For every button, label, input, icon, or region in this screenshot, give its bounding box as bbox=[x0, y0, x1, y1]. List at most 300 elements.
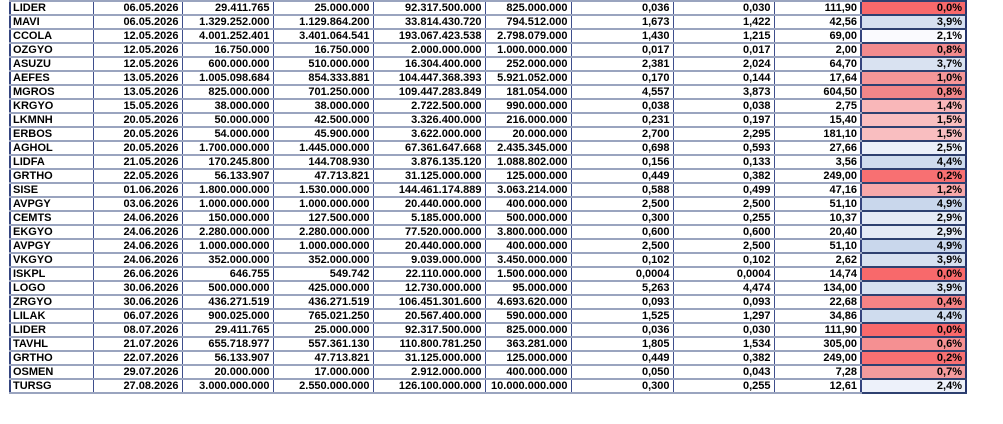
gross-per-share-cell[interactable]: 0,231 bbox=[571, 113, 673, 127]
market-cap-cell[interactable]: 20.440.000.000 bbox=[373, 239, 485, 253]
net-dividend-cell[interactable]: 1.445.000.000 bbox=[273, 141, 373, 155]
gross-per-share-cell[interactable]: 0,036 bbox=[571, 323, 673, 337]
net-dividend-cell[interactable]: 25.000.000 bbox=[273, 1, 373, 15]
date-cell[interactable]: 27.08.2026 bbox=[93, 379, 182, 393]
dividend-yield-cell[interactable]: 0,8% bbox=[861, 43, 966, 57]
date-cell[interactable]: 30.06.2026 bbox=[93, 281, 182, 295]
ticker-cell[interactable]: CCOLA bbox=[10, 29, 93, 43]
dividend-yield-cell[interactable]: 2,1% bbox=[861, 29, 966, 43]
table-row bbox=[10, 267, 966, 281]
gross-per-share-cell[interactable]: 0,698 bbox=[571, 141, 673, 155]
gross-per-share-cell[interactable]: 4,557 bbox=[571, 85, 673, 99]
share-count-cell[interactable]: 590.000.000 bbox=[485, 309, 571, 323]
gross-dividend-cell[interactable]: 170.245.800 bbox=[182, 155, 273, 169]
net-dividend-cell[interactable]: 16.750.000 bbox=[273, 43, 373, 57]
date-cell[interactable]: 24.06.2026 bbox=[93, 211, 182, 225]
dividend-yield-cell[interactable]: 4,4% bbox=[861, 309, 966, 323]
gross-per-share-cell[interactable]: 2,700 bbox=[571, 127, 673, 141]
dividend-yield-cell[interactable]: 0,6% bbox=[861, 337, 966, 351]
ticker-cell[interactable]: AVPGY bbox=[10, 197, 93, 211]
net-per-share-cell[interactable]: 1,534 bbox=[673, 337, 774, 351]
market-cap-cell[interactable]: 92.317.500.000 bbox=[373, 323, 485, 337]
net-dividend-cell[interactable]: 38.000.000 bbox=[273, 99, 373, 113]
dividend-yield-cell[interactable]: 3,9% bbox=[861, 15, 966, 29]
net-dividend-cell[interactable]: 144.708.930 bbox=[273, 155, 373, 169]
dividend-yield-cell[interactable]: 1,4% bbox=[861, 99, 966, 113]
gross-dividend-cell[interactable]: 825.000.000 bbox=[182, 85, 273, 99]
share-count-cell[interactable]: 1.000.000.000 bbox=[485, 43, 571, 57]
gross-per-share-cell[interactable]: 0,038 bbox=[571, 99, 673, 113]
date-cell[interactable]: 12.05.2026 bbox=[93, 29, 182, 43]
dividend-yield-cell[interactable]: 0,0% bbox=[861, 1, 966, 15]
table-row bbox=[10, 253, 966, 267]
ticker-cell[interactable]: LOGO bbox=[10, 281, 93, 295]
net-dividend-cell[interactable]: 42.500.000 bbox=[273, 113, 373, 127]
market-cap-cell[interactable]: 16.304.400.000 bbox=[373, 57, 485, 71]
net-per-share-cell[interactable]: 0,255 bbox=[673, 211, 774, 225]
dividend-yield-cell[interactable]: 4,4% bbox=[861, 155, 966, 169]
price-cell[interactable]: 134,00 bbox=[774, 281, 861, 295]
date-cell[interactable]: 29.07.2026 bbox=[93, 365, 182, 379]
share-count-cell[interactable]: 95.000.000 bbox=[485, 281, 571, 295]
share-count-cell[interactable]: 3.800.000.000 bbox=[485, 225, 571, 239]
market-cap-cell[interactable]: 31.125.000.000 bbox=[373, 169, 485, 183]
gross-dividend-cell[interactable]: 3.000.000.000 bbox=[182, 379, 273, 393]
table-row bbox=[10, 281, 966, 295]
net-per-share-cell[interactable]: 0,133 bbox=[673, 155, 774, 169]
net-dividend-cell[interactable]: 854.333.881 bbox=[273, 71, 373, 85]
price-cell[interactable]: 2,62 bbox=[774, 253, 861, 267]
net-dividend-cell[interactable]: 47.713.821 bbox=[273, 351, 373, 365]
net-dividend-cell[interactable]: 510.000.000 bbox=[273, 57, 373, 71]
table-row bbox=[10, 323, 966, 337]
net-per-share-cell[interactable]: 0,499 bbox=[673, 183, 774, 197]
ticker-cell[interactable]: ISKPL bbox=[10, 267, 93, 281]
share-count-cell[interactable]: 216.000.000 bbox=[485, 113, 571, 127]
dividend-yield-cell[interactable]: 0,4% bbox=[861, 295, 966, 309]
ticker-cell[interactable]: VKGYO bbox=[10, 253, 93, 267]
price-cell[interactable]: 10,37 bbox=[774, 211, 861, 225]
net-per-share-cell[interactable]: 3,873 bbox=[673, 85, 774, 99]
date-cell[interactable]: 24.06.2026 bbox=[93, 239, 182, 253]
dividend-yield-cell[interactable]: 1,2% bbox=[861, 183, 966, 197]
share-count-cell[interactable]: 125.000.000 bbox=[485, 169, 571, 183]
gross-dividend-cell[interactable]: 150.000.000 bbox=[182, 211, 273, 225]
gross-dividend-cell[interactable]: 50.000.000 bbox=[182, 113, 273, 127]
dividend-yield-cell[interactable]: 2,9% bbox=[861, 225, 966, 239]
date-cell[interactable]: 26.06.2026 bbox=[93, 267, 182, 281]
net-per-share-cell[interactable]: 0,382 bbox=[673, 169, 774, 183]
net-dividend-cell[interactable]: 127.500.000 bbox=[273, 211, 373, 225]
gross-per-share-cell[interactable]: 0,588 bbox=[571, 183, 673, 197]
gross-per-share-cell[interactable]: 0,170 bbox=[571, 71, 673, 85]
gross-dividend-cell[interactable]: 352.000.000 bbox=[182, 253, 273, 267]
market-cap-cell[interactable]: 77.520.000.000 bbox=[373, 225, 485, 239]
dividend-yield-cell[interactable]: 1,5% bbox=[861, 127, 966, 141]
market-cap-cell[interactable]: 109.447.283.849 bbox=[373, 85, 485, 99]
net-dividend-cell[interactable]: 2.280.000.000 bbox=[273, 225, 373, 239]
price-cell[interactable]: 305,00 bbox=[774, 337, 861, 351]
net-dividend-cell[interactable]: 1.530.000.000 bbox=[273, 183, 373, 197]
dividend-yield-cell[interactable]: 0,8% bbox=[861, 85, 966, 99]
ticker-cell[interactable]: MGROS bbox=[10, 85, 93, 99]
net-dividend-cell[interactable]: 549.742 bbox=[273, 267, 373, 281]
gross-dividend-cell[interactable]: 1.005.098.684 bbox=[182, 71, 273, 85]
share-count-cell[interactable]: 5.921.052.000 bbox=[485, 71, 571, 85]
gross-per-share-cell[interactable]: 0,449 bbox=[571, 351, 673, 365]
market-cap-cell[interactable]: 2.912.000.000 bbox=[373, 365, 485, 379]
market-cap-cell[interactable]: 104.447.368.393 bbox=[373, 71, 485, 85]
gross-per-share-cell[interactable]: 0,093 bbox=[571, 295, 673, 309]
dividend-yield-cell[interactable]: 2,9% bbox=[861, 211, 966, 225]
date-cell[interactable]: 15.05.2026 bbox=[93, 99, 182, 113]
share-count-cell[interactable]: 3.063.214.000 bbox=[485, 183, 571, 197]
date-cell[interactable]: 20.05.2026 bbox=[93, 127, 182, 141]
date-cell[interactable]: 06.05.2026 bbox=[93, 15, 182, 29]
price-cell[interactable]: 27,66 bbox=[774, 141, 861, 155]
gross-dividend-cell[interactable]: 4.001.252.401 bbox=[182, 29, 273, 43]
share-count-cell[interactable]: 363.281.000 bbox=[485, 337, 571, 351]
gross-per-share-cell[interactable]: 0,017 bbox=[571, 43, 673, 57]
date-cell[interactable]: 22.07.2026 bbox=[93, 351, 182, 365]
net-per-share-cell[interactable]: 0,038 bbox=[673, 99, 774, 113]
net-per-share-cell[interactable]: 0,600 bbox=[673, 225, 774, 239]
dividend-yield-cell[interactable]: 0,7% bbox=[861, 365, 966, 379]
price-cell[interactable]: 42,56 bbox=[774, 15, 861, 29]
price-cell[interactable]: 69,00 bbox=[774, 29, 861, 43]
date-cell[interactable]: 13.05.2026 bbox=[93, 71, 182, 85]
ticker-cell[interactable]: LIDER bbox=[10, 1, 93, 15]
net-dividend-cell[interactable]: 352.000.000 bbox=[273, 253, 373, 267]
ticker-cell[interactable]: ASUZU bbox=[10, 57, 93, 71]
ticker-cell[interactable]: MAVI bbox=[10, 15, 93, 29]
market-cap-cell[interactable]: 20.440.000.000 bbox=[373, 197, 485, 211]
net-per-share-cell[interactable]: 1,215 bbox=[673, 29, 774, 43]
gross-per-share-cell[interactable]: 0,600 bbox=[571, 225, 673, 239]
date-cell[interactable]: 20.05.2026 bbox=[93, 113, 182, 127]
table-row bbox=[10, 365, 966, 379]
gross-dividend-cell[interactable]: 29.411.765 bbox=[182, 323, 273, 337]
share-count-cell[interactable]: 400.000.000 bbox=[485, 239, 571, 253]
price-cell[interactable]: 20,40 bbox=[774, 225, 861, 239]
gross-dividend-cell[interactable]: 16.750.000 bbox=[182, 43, 273, 57]
date-cell[interactable]: 06.05.2026 bbox=[93, 1, 182, 15]
net-per-share-cell[interactable]: 0,093 bbox=[673, 295, 774, 309]
net-dividend-cell[interactable]: 17.000.000 bbox=[273, 365, 373, 379]
dividend-yield-cell[interactable]: 4,9% bbox=[861, 197, 966, 211]
dividend-yield-cell[interactable]: 3,7% bbox=[861, 57, 966, 71]
price-cell[interactable]: 111,90 bbox=[774, 1, 861, 15]
gross-dividend-cell[interactable]: 655.718.977 bbox=[182, 337, 273, 351]
ticker-cell[interactable]: CEMTS bbox=[10, 211, 93, 225]
date-cell[interactable]: 30.06.2026 bbox=[93, 295, 182, 309]
ticker-cell[interactable]: TURSG bbox=[10, 379, 93, 393]
ticker-cell[interactable]: GRTHO bbox=[10, 351, 93, 365]
gross-per-share-cell[interactable]: 2,381 bbox=[571, 57, 673, 71]
share-count-cell[interactable]: 990.000.000 bbox=[485, 99, 571, 113]
gross-per-share-cell[interactable]: 0,0004 bbox=[571, 267, 673, 281]
net-per-share-cell[interactable]: 0,144 bbox=[673, 71, 774, 85]
gross-per-share-cell[interactable]: 0,156 bbox=[571, 155, 673, 169]
gross-per-share-cell[interactable]: 2,500 bbox=[571, 197, 673, 211]
net-per-share-cell[interactable]: 2,295 bbox=[673, 127, 774, 141]
date-cell[interactable]: 08.07.2026 bbox=[93, 323, 182, 337]
price-cell[interactable]: 34,86 bbox=[774, 309, 861, 323]
net-per-share-cell[interactable]: 0,0004 bbox=[673, 267, 774, 281]
table-row bbox=[10, 57, 966, 71]
gross-per-share-cell[interactable]: 0,102 bbox=[571, 253, 673, 267]
ticker-cell[interactable]: LKMNH bbox=[10, 113, 93, 127]
net-dividend-cell[interactable]: 45.900.000 bbox=[273, 127, 373, 141]
price-cell[interactable]: 111,90 bbox=[774, 323, 861, 337]
gross-per-share-cell[interactable]: 1,805 bbox=[571, 337, 673, 351]
gross-dividend-cell[interactable]: 1.800.000.000 bbox=[182, 183, 273, 197]
price-cell[interactable]: 2,75 bbox=[774, 99, 861, 113]
table-row bbox=[10, 141, 966, 155]
gross-dividend-cell[interactable]: 1.000.000.000 bbox=[182, 239, 273, 253]
share-count-cell[interactable]: 10.000.000.000 bbox=[485, 379, 571, 393]
market-cap-cell[interactable]: 9.039.000.000 bbox=[373, 253, 485, 267]
market-cap-cell[interactable]: 2.722.500.000 bbox=[373, 99, 485, 113]
market-cap-cell[interactable]: 3.876.135.120 bbox=[373, 155, 485, 169]
share-count-cell[interactable]: 1.088.802.000 bbox=[485, 155, 571, 169]
date-cell[interactable]: 12.05.2026 bbox=[93, 43, 182, 57]
gross-dividend-cell[interactable]: 1.000.000.000 bbox=[182, 197, 273, 211]
ticker-cell[interactable]: ZRGYO bbox=[10, 295, 93, 309]
gross-dividend-cell[interactable]: 1.329.252.000 bbox=[182, 15, 273, 29]
date-cell[interactable]: 24.06.2026 bbox=[93, 253, 182, 267]
gross-dividend-cell[interactable]: 20.000.000 bbox=[182, 365, 273, 379]
share-count-cell[interactable]: 125.000.000 bbox=[485, 351, 571, 365]
ticker-cell[interactable]: OSMEN bbox=[10, 365, 93, 379]
net-per-share-cell[interactable]: 2,024 bbox=[673, 57, 774, 71]
gross-per-share-cell[interactable]: 1,525 bbox=[571, 309, 673, 323]
net-per-share-cell[interactable]: 0,017 bbox=[673, 43, 774, 57]
price-cell[interactable]: 15,40 bbox=[774, 113, 861, 127]
price-cell[interactable]: 7,28 bbox=[774, 365, 861, 379]
dividend-yield-cell[interactable]: 2,4% bbox=[861, 379, 966, 393]
gross-dividend-cell[interactable]: 56.133.907 bbox=[182, 351, 273, 365]
share-count-cell[interactable]: 794.512.000 bbox=[485, 15, 571, 29]
gross-per-share-cell[interactable]: 2,500 bbox=[571, 239, 673, 253]
ticker-cell[interactable]: TAVHL bbox=[10, 337, 93, 351]
gross-per-share-cell[interactable]: 0,300 bbox=[571, 379, 673, 393]
net-per-share-cell[interactable]: 1,422 bbox=[673, 15, 774, 29]
gross-per-share-cell[interactable]: 1,430 bbox=[571, 29, 673, 43]
table-row bbox=[10, 85, 966, 99]
table-row bbox=[10, 155, 966, 169]
ticker-cell[interactable]: GRTHO bbox=[10, 169, 93, 183]
price-cell[interactable]: 64,70 bbox=[774, 57, 861, 71]
ticker-cell[interactable]: AEFES bbox=[10, 71, 93, 85]
ticker-cell[interactable]: SISE bbox=[10, 183, 93, 197]
dividend-yield-cell[interactable]: 0,0% bbox=[861, 267, 966, 281]
share-count-cell[interactable]: 2.435.345.000 bbox=[485, 141, 571, 155]
net-per-share-cell[interactable]: 2,500 bbox=[673, 239, 774, 253]
net-per-share-cell[interactable]: 0,030 bbox=[673, 323, 774, 337]
ticker-cell[interactable]: KRGYO bbox=[10, 99, 93, 113]
table-row bbox=[10, 183, 966, 197]
market-cap-cell[interactable]: 3.622.000.000 bbox=[373, 127, 485, 141]
gross-dividend-cell[interactable]: 600.000.000 bbox=[182, 57, 273, 71]
table-row bbox=[10, 211, 966, 225]
price-cell[interactable]: 3,56 bbox=[774, 155, 861, 169]
gross-dividend-cell[interactable]: 646.755 bbox=[182, 267, 273, 281]
gross-dividend-cell[interactable]: 56.133.907 bbox=[182, 169, 273, 183]
ticker-cell[interactable]: LILAK bbox=[10, 309, 93, 323]
price-cell[interactable]: 14,74 bbox=[774, 267, 861, 281]
market-cap-cell[interactable]: 20.567.400.000 bbox=[373, 309, 485, 323]
net-per-share-cell[interactable]: 0,102 bbox=[673, 253, 774, 267]
net-per-share-cell[interactable]: 0,593 bbox=[673, 141, 774, 155]
table-row bbox=[10, 71, 966, 85]
date-cell[interactable]: 01.06.2026 bbox=[93, 183, 182, 197]
date-cell[interactable]: 12.05.2026 bbox=[93, 57, 182, 71]
market-cap-cell[interactable]: 126.100.000.000 bbox=[373, 379, 485, 393]
net-dividend-cell[interactable]: 2.550.000.000 bbox=[273, 379, 373, 393]
share-count-cell[interactable]: 3.450.000.000 bbox=[485, 253, 571, 267]
dividend-yield-cell[interactable]: 4,9% bbox=[861, 239, 966, 253]
share-count-cell[interactable]: 4.693.620.000 bbox=[485, 295, 571, 309]
share-count-cell[interactable]: 825.000.000 bbox=[485, 323, 571, 337]
share-count-cell[interactable]: 1.500.000.000 bbox=[485, 267, 571, 281]
table-row bbox=[10, 1, 966, 15]
net-dividend-cell[interactable]: 765.021.250 bbox=[273, 309, 373, 323]
market-cap-cell[interactable]: 193.067.423.538 bbox=[373, 29, 485, 43]
share-count-cell[interactable]: 2.798.079.000 bbox=[485, 29, 571, 43]
market-cap-cell[interactable]: 2.000.000.000 bbox=[373, 43, 485, 57]
gross-dividend-cell[interactable]: 54.000.000 bbox=[182, 127, 273, 141]
net-dividend-cell[interactable]: 425.000.000 bbox=[273, 281, 373, 295]
price-cell[interactable]: 604,50 bbox=[774, 85, 861, 99]
share-count-cell[interactable]: 252.000.000 bbox=[485, 57, 571, 71]
price-cell[interactable]: 2,00 bbox=[774, 43, 861, 57]
gross-per-share-cell[interactable]: 0,036 bbox=[571, 1, 673, 15]
market-cap-cell[interactable]: 67.361.647.668 bbox=[373, 141, 485, 155]
dividend-yield-cell[interactable]: 0,0% bbox=[861, 323, 966, 337]
ticker-cell[interactable]: LIDFA bbox=[10, 155, 93, 169]
market-cap-cell[interactable]: 92.317.500.000 bbox=[373, 1, 485, 15]
price-cell[interactable]: 17,64 bbox=[774, 71, 861, 85]
table-row bbox=[10, 113, 966, 127]
market-cap-cell[interactable]: 22.110.000.000 bbox=[373, 267, 485, 281]
net-per-share-cell[interactable]: 1,297 bbox=[673, 309, 774, 323]
gross-per-share-cell[interactable]: 0,449 bbox=[571, 169, 673, 183]
ticker-cell[interactable]: LIDER bbox=[10, 323, 93, 337]
market-cap-cell[interactable]: 5.185.000.000 bbox=[373, 211, 485, 225]
share-count-cell[interactable]: 400.000.000 bbox=[485, 197, 571, 211]
net-per-share-cell[interactable]: 0,030 bbox=[673, 1, 774, 15]
price-cell[interactable]: 51,10 bbox=[774, 239, 861, 253]
net-per-share-cell[interactable]: 2,500 bbox=[673, 197, 774, 211]
share-count-cell[interactable]: 181.054.000 bbox=[485, 85, 571, 99]
ticker-cell[interactable]: EKGYO bbox=[10, 225, 93, 239]
net-per-share-cell[interactable]: 0,197 bbox=[673, 113, 774, 127]
market-cap-cell[interactable]: 144.461.174.889 bbox=[373, 183, 485, 197]
ticker-cell[interactable]: ERBOS bbox=[10, 127, 93, 141]
dividend-yield-cell[interactable]: 0,2% bbox=[861, 169, 966, 183]
market-cap-cell[interactable]: 110.800.781.250 bbox=[373, 337, 485, 351]
market-cap-cell[interactable]: 3.326.400.000 bbox=[373, 113, 485, 127]
gross-dividend-cell[interactable]: 900.025.000 bbox=[182, 309, 273, 323]
market-cap-cell[interactable]: 33.814.430.720 bbox=[373, 15, 485, 29]
date-cell[interactable]: 06.07.2026 bbox=[93, 309, 182, 323]
date-cell[interactable]: 22.05.2026 bbox=[93, 169, 182, 183]
dividend-table bbox=[9, 0, 967, 394]
gross-dividend-cell[interactable]: 1.700.000.000 bbox=[182, 141, 273, 155]
net-dividend-cell[interactable]: 557.361.130 bbox=[273, 337, 373, 351]
net-per-share-cell[interactable]: 0,043 bbox=[673, 365, 774, 379]
dividend-yield-cell[interactable]: 3,9% bbox=[861, 253, 966, 267]
dividend-yield-cell[interactable]: 1,0% bbox=[861, 71, 966, 85]
net-dividend-cell[interactable]: 25.000.000 bbox=[273, 323, 373, 337]
table-row bbox=[10, 15, 966, 29]
date-cell[interactable]: 20.05.2026 bbox=[93, 141, 182, 155]
price-cell[interactable]: 47,16 bbox=[774, 183, 861, 197]
share-count-cell[interactable]: 500.000.000 bbox=[485, 211, 571, 225]
ticker-cell[interactable]: AGHOL bbox=[10, 141, 93, 155]
gross-per-share-cell[interactable]: 1,673 bbox=[571, 15, 673, 29]
gross-per-share-cell[interactable]: 0,300 bbox=[571, 211, 673, 225]
net-per-share-cell[interactable]: 0,255 bbox=[673, 379, 774, 393]
date-cell[interactable]: 21.07.2026 bbox=[93, 337, 182, 351]
net-dividend-cell[interactable]: 47.713.821 bbox=[273, 169, 373, 183]
price-cell[interactable]: 51,10 bbox=[774, 197, 861, 211]
net-per-share-cell[interactable]: 4,474 bbox=[673, 281, 774, 295]
net-dividend-cell[interactable]: 1.129.864.200 bbox=[273, 15, 373, 29]
share-count-cell[interactable]: 400.000.000 bbox=[485, 365, 571, 379]
price-cell[interactable]: 181,10 bbox=[774, 127, 861, 141]
ticker-cell[interactable]: AVPGY bbox=[10, 239, 93, 253]
date-cell[interactable]: 21.05.2026 bbox=[93, 155, 182, 169]
ticker-cell[interactable]: OZGYO bbox=[10, 43, 93, 57]
market-cap-cell[interactable]: 106.451.301.600 bbox=[373, 295, 485, 309]
gross-per-share-cell[interactable]: 5,263 bbox=[571, 281, 673, 295]
table-row bbox=[10, 169, 966, 183]
gross-dividend-cell[interactable]: 500.000.000 bbox=[182, 281, 273, 295]
gross-dividend-cell[interactable]: 436.271.519 bbox=[182, 295, 273, 309]
net-dividend-cell[interactable]: 1.000.000.000 bbox=[273, 239, 373, 253]
date-cell[interactable]: 24.06.2026 bbox=[93, 225, 182, 239]
dividend-yield-cell[interactable]: 2,5% bbox=[861, 141, 966, 155]
date-cell[interactable]: 03.06.2026 bbox=[93, 197, 182, 211]
net-dividend-cell[interactable]: 1.000.000.000 bbox=[273, 197, 373, 211]
market-cap-cell[interactable]: 31.125.000.000 bbox=[373, 351, 485, 365]
market-cap-cell[interactable]: 12.730.000.000 bbox=[373, 281, 485, 295]
dividend-yield-cell[interactable]: 1,5% bbox=[861, 113, 966, 127]
dividend-yield-cell[interactable]: 3,9% bbox=[861, 281, 966, 295]
price-cell[interactable]: 249,00 bbox=[774, 351, 861, 365]
table-row bbox=[10, 127, 966, 141]
price-cell[interactable]: 22,68 bbox=[774, 295, 861, 309]
share-count-cell[interactable]: 20.000.000 bbox=[485, 127, 571, 141]
dividend-yield-cell[interactable]: 0,2% bbox=[861, 351, 966, 365]
net-dividend-cell[interactable]: 701.250.000 bbox=[273, 85, 373, 99]
date-cell[interactable]: 13.05.2026 bbox=[93, 85, 182, 99]
price-cell[interactable]: 12,61 bbox=[774, 379, 861, 393]
gross-dividend-cell[interactable]: 2.280.000.000 bbox=[182, 225, 273, 239]
gross-dividend-cell[interactable]: 29.411.765 bbox=[182, 1, 273, 15]
net-dividend-cell[interactable]: 3.401.064.541 bbox=[273, 29, 373, 43]
table-row bbox=[10, 295, 966, 309]
gross-dividend-cell[interactable]: 38.000.000 bbox=[182, 99, 273, 113]
price-cell[interactable]: 249,00 bbox=[774, 169, 861, 183]
table-row bbox=[10, 309, 966, 323]
net-dividend-cell[interactable]: 436.271.519 bbox=[273, 295, 373, 309]
net-per-share-cell[interactable]: 0,382 bbox=[673, 351, 774, 365]
gross-per-share-cell[interactable]: 0,050 bbox=[571, 365, 673, 379]
share-count-cell[interactable]: 825.000.000 bbox=[485, 1, 571, 15]
